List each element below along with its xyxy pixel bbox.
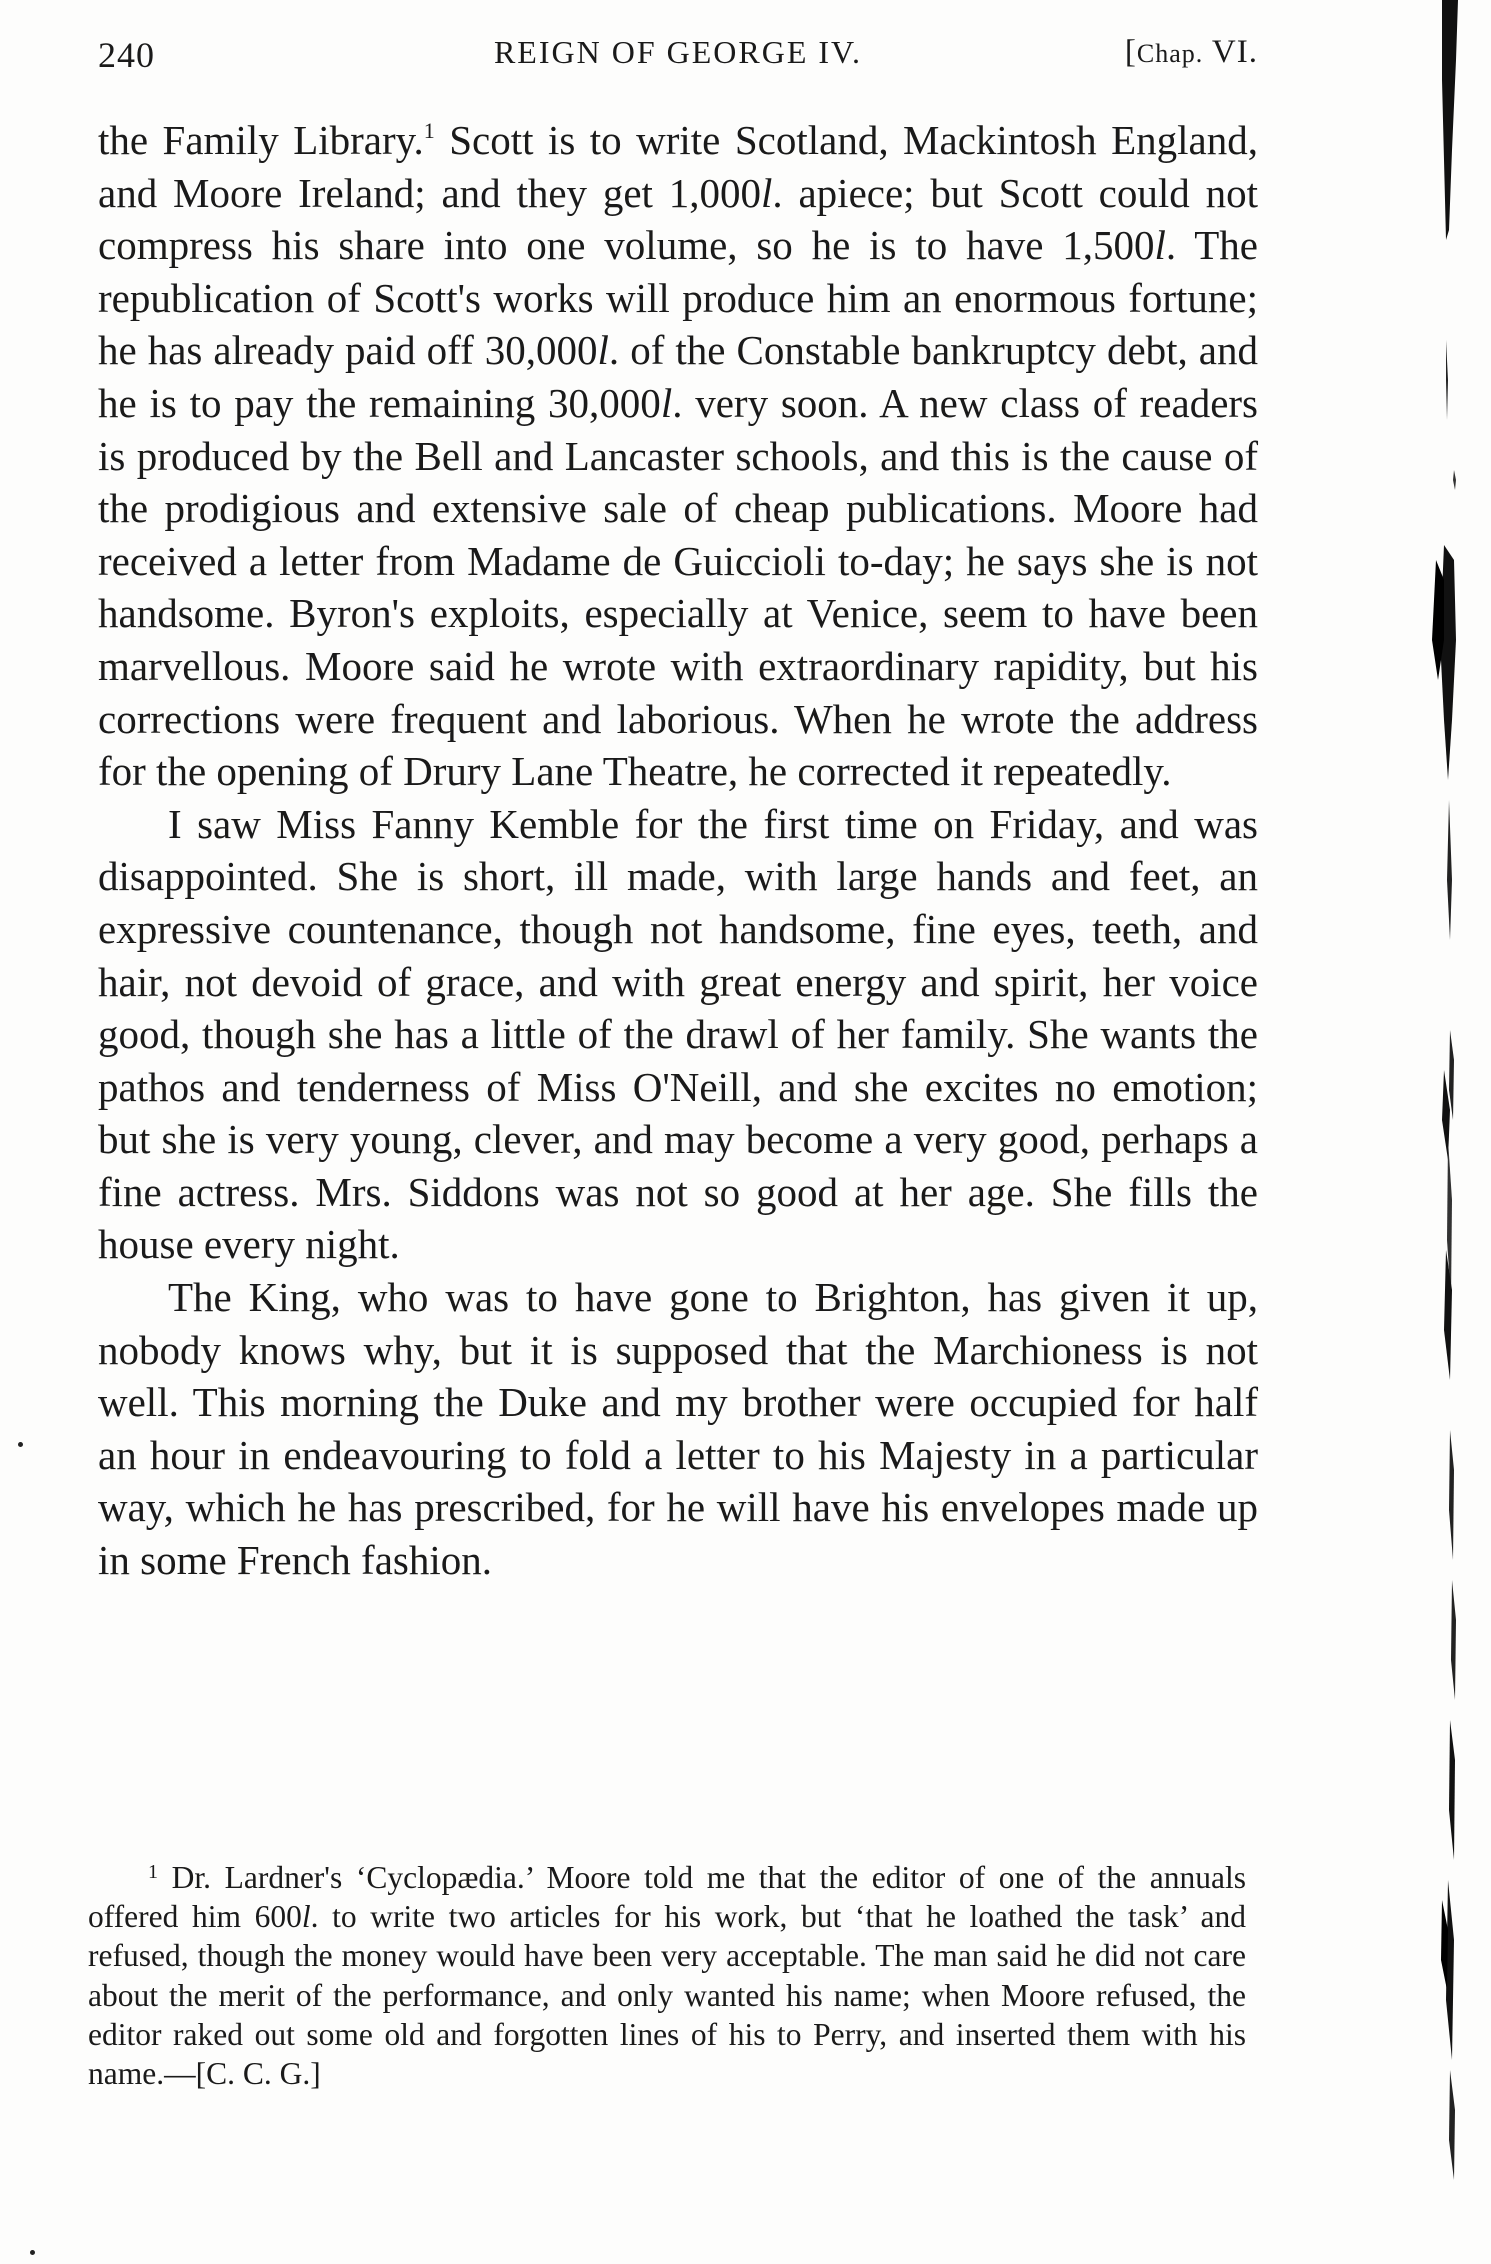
paragraph-1: [98, 114, 1258, 798]
chapter-word: Chap.: [1136, 39, 1204, 68]
paragraph-3: The King, who was to have gone to Brighton, has given it up, nobody knows why, but it is supposed that the Marchioness is not well. This morning the Duke and my brother were occupied for half an hour in endeavouring to fold a letter to his Majesty in a particular way, which he has prescribed, for he will have his envelopes made up in some French fashion.: [98, 1274, 1258, 1584]
footnote: [88, 1858, 1246, 2093]
paragraph-1-text-c: . apiece; but Scott could not compress his share into one volume, so he is to have 1,500: [98, 169, 1258, 269]
pound-abbrev: l: [761, 169, 773, 216]
scan-speck: [30, 2250, 35, 2255]
pound-abbrev: l: [597, 327, 609, 374]
paragraph-1-text-d: . The republication of Scott's works will produce him an enormous fortune; he has already paid off 30,000: [98, 222, 1258, 374]
chapter-number: VI.: [1203, 34, 1258, 70]
footnote-reference: 1: [423, 118, 435, 143]
page-number: 240: [98, 35, 155, 75]
scan-speck: [18, 1442, 23, 1447]
chapter-label: [1125, 34, 1258, 71]
footnote-marker: 1: [148, 1861, 158, 1883]
pound-abbrev: l: [1154, 222, 1166, 269]
running-title: REIGN OF GEORGE IV.: [493, 34, 863, 70]
paragraph-1-text-a: the Family Library.: [98, 117, 424, 163]
binding-edge: [1392, 0, 1491, 2264]
pound-abbrev: l: [301, 1899, 311, 1935]
paragraph-2: I saw Miss Fanny Kemble for the first time on Friday, and was disappointed. She is short, ill made, with large hands and feet, an expressive countenance, though not handsome, fine eyes, teeth, and hair, not devoid of grace, and with great energy and spirit, her voice good, though she has a little of the drawl of her family. She wants the pathos and tenderness of Miss O'Neill, and she excites no emotion; but she is very young, clever, and may become a very good, perhaps a fine actress. Mrs. Siddons was not so good at her age. She fills the house every night.: [98, 800, 1258, 1268]
chapter-bracket: [: [1124, 34, 1137, 70]
paragraph-1-text-b: Scott is to write Scotland, Mackintosh England, and Moore Ireland; and they get 1,000: [98, 117, 1258, 216]
paragraph-1-text-e: . of the Constable bankruptcy debt, and he is to pay the remaining 30,000: [98, 327, 1258, 426]
main-text: [98, 114, 1258, 1587]
paragraph-1-text-f: . very soon. A new class of readers is produced by the Bell and Lancaster schools, and this is the cause of the prodigious and extensive sale of cheap publications. Moore had received a letter from Madame de Guiccioli to-day; he says she is not handsome. Byron's exploits, especially at Venice, seem to have been marvellous. Moore said he wrote with extraordinary rapidity, but his corrections were frequent and laborious. When he wrote the address for the opening of Drury Lane Theatre, he corrected it repeatedly.: [98, 379, 1258, 795]
footnote-text-a: Dr. Lardner's ‘Cyclopædia.’ Moore told me that the editor of one of the annuals offered him 600: [88, 1860, 1246, 1935]
running-head: [98, 34, 1258, 84]
pound-abbrev: l: [660, 379, 673, 426]
footnote-text-b: . to write two articles for his work, but ‘that he loathed the task’ and refused, though the money would have been very acceptable. The man said he did not care about the merit of the performance, and only wanted his name; when Moore refused, the editor raked out some old and forgotten lines of his to Perry, and inserted them with his name.—[C. C. G.]: [88, 1899, 1246, 2092]
